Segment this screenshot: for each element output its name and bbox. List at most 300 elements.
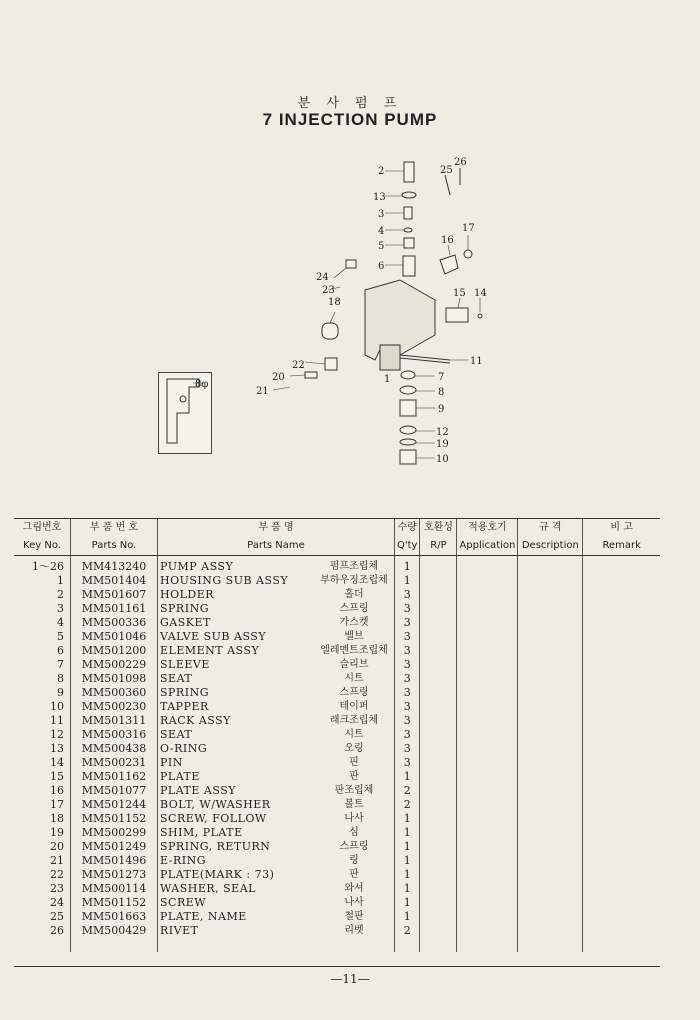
description-cell — [518, 644, 583, 658]
part-name-cell: SEAT — [158, 728, 315, 742]
rp-cell — [420, 588, 457, 602]
part-name-cell: E-RING — [158, 854, 315, 868]
detail-sketch — [159, 373, 211, 453]
remark-cell — [583, 770, 660, 784]
remark-cell — [583, 854, 660, 868]
empty-cell — [420, 938, 457, 952]
application-cell — [457, 784, 518, 798]
application-cell — [457, 770, 518, 784]
application-cell — [457, 574, 518, 588]
table-row — [14, 924, 660, 938]
part-number-cell: MM501152 — [71, 812, 158, 826]
description-cell — [518, 728, 583, 742]
rp-cell — [420, 630, 457, 644]
table-row — [14, 812, 660, 826]
callout-23: 23 — [322, 285, 335, 296]
rp-cell — [420, 784, 457, 798]
key-cell: 17 — [50, 798, 64, 811]
remark-cell — [583, 672, 660, 686]
application-cell — [457, 616, 518, 630]
part-number-cell: MM500230 — [71, 700, 158, 714]
key-cell: 4 — [57, 616, 64, 629]
description-cell — [518, 588, 583, 602]
part-number-cell: MM501273 — [71, 868, 158, 882]
callout-24: 24 — [316, 272, 329, 283]
quantity-cell: 3 — [395, 644, 420, 658]
part-number-cell: MM500360 — [71, 686, 158, 700]
description-cell — [518, 742, 583, 756]
application-cell — [457, 686, 518, 700]
part-number-cell: MM501098 — [71, 672, 158, 686]
remark-cell — [583, 644, 660, 658]
remark-cell — [583, 658, 660, 672]
part-name-korean-cell: 나사 — [344, 897, 364, 908]
description-cell — [518, 658, 583, 672]
part-name-korean-cell: 스프링 — [339, 687, 369, 698]
application-cell — [457, 602, 518, 616]
rp-cell — [420, 700, 457, 714]
key-cell: 22 — [50, 868, 64, 881]
callout-14: 14 — [474, 288, 487, 299]
part-name-cell: VALVE SUB ASSY — [158, 630, 315, 644]
application-cell — [457, 882, 518, 896]
part-number-cell: MM500316 — [71, 728, 158, 742]
description-cell — [518, 896, 583, 910]
callout-20: 20 — [272, 372, 285, 383]
quantity-cell: 1 — [395, 896, 420, 910]
part-name-korean-cell: 테이퍼 — [339, 701, 369, 712]
part-name-cell: PIN — [158, 756, 315, 770]
part-name-cell: PLATE(MARK : 73) — [158, 868, 315, 882]
header-remark: Remark — [583, 537, 660, 556]
rp-cell — [420, 812, 457, 826]
rp-cell — [420, 686, 457, 700]
remark-cell — [583, 896, 660, 910]
header-qty-ko: 수량 — [395, 519, 420, 538]
application-cell — [457, 742, 518, 756]
page-number: —11— — [330, 972, 370, 986]
key-cell: 12 — [50, 728, 64, 741]
part-number-cell: MM501162 — [71, 770, 158, 784]
quantity-cell: 1 — [395, 826, 420, 840]
part-name-cell: PUMP ASSY — [158, 556, 315, 575]
description-cell — [518, 756, 583, 770]
part-number-cell: MM501161 — [71, 602, 158, 616]
page-title: 7 INJECTION PUMP — [262, 110, 438, 129]
part-name-korean-cell: 시트 — [344, 729, 364, 740]
part-name-korean-cell: 래크조립체 — [329, 715, 379, 726]
header-app-ko: 적용호기 — [457, 519, 518, 538]
rp-cell — [420, 868, 457, 882]
key-cell: 7 — [57, 658, 64, 671]
parts-table-body — [14, 556, 660, 953]
callout-6: 6 — [378, 261, 385, 272]
header-key: Key No. — [14, 537, 71, 556]
description-cell — [518, 630, 583, 644]
quantity-cell: 1 — [395, 770, 420, 784]
application-cell — [457, 588, 518, 602]
quantity-cell: 3 — [395, 700, 420, 714]
part-number-cell: MM500336 — [71, 616, 158, 630]
remark-cell — [583, 700, 660, 714]
empty-cell — [14, 938, 71, 952]
empty-cell — [158, 938, 315, 952]
part-name-cell: SLEEVE — [158, 658, 315, 672]
part-name-cell: SPRING, RETURN — [158, 840, 315, 854]
callout-17: 17 — [462, 223, 475, 234]
part-name-korean-cell: 링 — [349, 855, 359, 866]
callout-18: 18 — [328, 297, 341, 308]
part-name-korean-cell: 부하우징조립체 — [320, 575, 388, 586]
bottom-rule — [14, 966, 660, 967]
callout-16: 16 — [441, 235, 454, 246]
description-cell — [518, 784, 583, 798]
part-name-cell: PLATE, NAME — [158, 910, 315, 924]
part-name-cell: O-RING — [158, 742, 315, 756]
rp-cell — [420, 882, 457, 896]
part-name-korean-cell: 시트 — [344, 673, 364, 684]
callout-11: 11 — [470, 356, 483, 367]
table-row — [14, 896, 660, 910]
part-number-cell: MM500438 — [71, 742, 158, 756]
part-name-cell: GASKET — [158, 616, 315, 630]
application-cell — [457, 840, 518, 854]
quantity-cell: 3 — [395, 616, 420, 630]
part-name-korean-cell: 심 — [349, 827, 359, 838]
part-name-cell: BOLT, W/WASHER — [158, 798, 315, 812]
application-cell — [457, 556, 518, 575]
part-name-cell: SCREW, FOLLOW — [158, 812, 315, 826]
remark-cell — [583, 798, 660, 812]
key-cell: 10 — [50, 700, 64, 713]
part-name-korean-cell: 슬리브 — [339, 659, 369, 670]
remark-cell — [583, 742, 660, 756]
description-cell — [518, 770, 583, 784]
description-cell — [518, 798, 583, 812]
table-row — [14, 574, 660, 588]
rp-cell — [420, 896, 457, 910]
quantity-cell: 3 — [395, 686, 420, 700]
empty-cell — [583, 938, 660, 952]
application-cell — [457, 826, 518, 840]
key-cell: 25 — [50, 910, 64, 923]
key-cell: 24 — [50, 896, 64, 909]
empty-cell — [518, 938, 583, 952]
header-desc-ko: 규 격 — [518, 519, 583, 538]
part-number-cell: MM501607 — [71, 588, 158, 602]
empty-cell — [71, 938, 158, 952]
callout-12: 12 — [436, 427, 449, 438]
key-cell: 5 — [57, 630, 64, 643]
callout-3: 3 — [378, 209, 385, 220]
remark-cell — [583, 882, 660, 896]
part-name-cell: SPRING — [158, 602, 315, 616]
empty-cell — [457, 938, 518, 952]
quantity-cell: 1 — [395, 854, 420, 868]
header-desc: Description — [518, 537, 583, 556]
part-name-cell: HOUSING SUB ASSY — [158, 574, 315, 588]
description-cell — [518, 672, 583, 686]
table-row — [14, 742, 660, 756]
application-cell — [457, 728, 518, 742]
application-cell — [457, 798, 518, 812]
rp-cell — [420, 556, 457, 575]
rp-cell — [420, 854, 457, 868]
remark-cell — [583, 868, 660, 882]
callout-1: 1 — [384, 374, 391, 385]
part-number-cell: MM501404 — [71, 574, 158, 588]
part-number-cell: MM413240 — [71, 556, 158, 575]
part-name-cell: SPRING — [158, 686, 315, 700]
callout-8: 8 — [438, 387, 445, 398]
table-row — [14, 658, 660, 672]
remark-cell — [583, 588, 660, 602]
header-key-ko: 그림번호 — [14, 519, 71, 538]
rp-cell — [420, 756, 457, 770]
description-cell — [518, 868, 583, 882]
detail-inset — [158, 372, 212, 454]
application-cell — [457, 658, 518, 672]
table-row — [14, 602, 660, 616]
key-cell: 21 — [50, 854, 64, 867]
header-part-ko: 부 품 번 호 — [71, 519, 158, 538]
part-number-cell: MM500114 — [71, 882, 158, 896]
inset-label: 8φ — [195, 379, 209, 390]
key-cell: 8 — [57, 672, 64, 685]
empty-cell — [395, 938, 420, 952]
table-row — [14, 630, 660, 644]
part-number-cell: MM501200 — [71, 644, 158, 658]
quantity-cell: 1 — [395, 556, 420, 575]
key-cell: 2 — [57, 588, 64, 601]
header-remark-ko: 비 고 — [583, 519, 660, 538]
rp-cell — [420, 616, 457, 630]
quantity-cell: 1 — [395, 882, 420, 896]
remark-cell — [583, 784, 660, 798]
table-row — [14, 854, 660, 868]
part-number-cell: MM500299 — [71, 826, 158, 840]
remark-cell — [583, 616, 660, 630]
quantity-cell: 1 — [395, 868, 420, 882]
key-cell: 23 — [50, 882, 64, 895]
remark-cell — [583, 630, 660, 644]
part-name-korean-cell: 와셔 — [344, 883, 364, 894]
table-row — [14, 770, 660, 784]
part-name-cell: PLATE ASSY — [158, 784, 315, 798]
rp-cell — [420, 602, 457, 616]
callout-22: 22 — [292, 360, 305, 371]
part-number-cell: MM501496 — [71, 854, 158, 868]
quantity-cell: 1 — [395, 910, 420, 924]
part-name-korean-cell: 핀 — [349, 757, 359, 768]
part-name-korean-cell: 가스켓 — [339, 617, 369, 628]
application-cell — [457, 672, 518, 686]
application-cell — [457, 630, 518, 644]
key-cell: 6 — [57, 644, 64, 657]
part-number-cell: MM501311 — [71, 714, 158, 728]
header-name: Parts Name — [158, 537, 395, 556]
rp-cell — [420, 658, 457, 672]
part-name-korean-cell: 펌프조립체 — [329, 561, 379, 572]
rp-cell — [420, 742, 457, 756]
application-cell — [457, 812, 518, 826]
header-row-korean — [14, 519, 660, 538]
callout-9: 9 — [438, 404, 445, 415]
header-row-english — [14, 537, 660, 556]
table-row — [14, 840, 660, 854]
key-cell: 3 — [57, 602, 64, 615]
rp-cell — [420, 672, 457, 686]
part-number-cell: MM500229 — [71, 658, 158, 672]
part-name-korean-cell: 판조립체 — [334, 785, 374, 796]
remark-cell — [583, 812, 660, 826]
remark-cell — [583, 840, 660, 854]
callout-10: 10 — [436, 454, 449, 465]
description-cell — [518, 616, 583, 630]
description-cell — [518, 910, 583, 924]
quantity-cell: 3 — [395, 756, 420, 770]
quantity-cell: 3 — [395, 714, 420, 728]
rp-cell — [420, 924, 457, 938]
quantity-cell: 3 — [395, 658, 420, 672]
remark-cell — [583, 756, 660, 770]
description-cell — [518, 924, 583, 938]
part-name-cell: SCREW — [158, 896, 315, 910]
remark-cell — [583, 602, 660, 616]
description-cell — [518, 882, 583, 896]
key-cell: 18 — [50, 812, 64, 825]
key-cell: 20 — [50, 840, 64, 853]
part-name-cell: WASHER, SEAL — [158, 882, 315, 896]
part-name-korean-cell: 스프링 — [339, 841, 369, 852]
quantity-cell: 3 — [395, 742, 420, 756]
remark-cell — [583, 728, 660, 742]
key-cell: 1～26 — [32, 560, 64, 573]
table-row — [14, 686, 660, 700]
application-cell — [457, 714, 518, 728]
part-name-korean-cell: 리벳 — [344, 925, 364, 936]
part-name-cell: RIVET — [158, 924, 315, 938]
description-cell — [518, 602, 583, 616]
remark-cell — [583, 714, 660, 728]
part-number-cell: MM501077 — [71, 784, 158, 798]
part-name-korean-cell: 판 — [349, 771, 359, 782]
table-row — [14, 784, 660, 798]
key-cell: 15 — [50, 770, 64, 783]
table-row — [14, 882, 660, 896]
remark-cell — [583, 910, 660, 924]
application-cell — [457, 896, 518, 910]
part-number-cell: MM501663 — [71, 910, 158, 924]
quantity-cell: 3 — [395, 602, 420, 616]
part-name-cell: TAPPER — [158, 700, 315, 714]
table-row — [14, 756, 660, 770]
part-name-korean-cell: 스프링 — [339, 603, 369, 614]
part-name-korean-cell: 볼트 — [344, 799, 364, 810]
part-name-korean-cell: 나사 — [344, 813, 364, 824]
callout-4: 4 — [378, 226, 385, 237]
rp-cell — [420, 798, 457, 812]
key-cell: 14 — [50, 756, 64, 769]
callout-26: 26 — [454, 157, 467, 168]
application-cell — [457, 756, 518, 770]
part-number-cell: MM501152 — [71, 896, 158, 910]
quantity-cell: 2 — [395, 798, 420, 812]
quantity-cell: 1 — [395, 574, 420, 588]
header-app: Application — [457, 537, 518, 556]
callout-15: 15 — [453, 288, 466, 299]
description-cell — [518, 826, 583, 840]
rp-cell — [420, 826, 457, 840]
remark-cell — [583, 924, 660, 938]
table-row — [14, 826, 660, 840]
part-number-cell: MM501249 — [71, 840, 158, 854]
quantity-cell: 3 — [395, 672, 420, 686]
description-cell — [518, 556, 583, 575]
part-name-cell: RACK ASSY — [158, 714, 315, 728]
application-cell — [457, 924, 518, 938]
part-name-cell: PLATE — [158, 770, 315, 784]
key-cell: 13 — [50, 742, 64, 755]
part-name-cell: ELEMENT ASSY — [158, 644, 315, 658]
part-name-korean-cell: 엘레멘트조립체 — [320, 645, 388, 656]
rp-cell — [420, 728, 457, 742]
remark-cell — [583, 686, 660, 700]
quantity-cell: 1 — [395, 812, 420, 826]
table-row — [14, 910, 660, 924]
empty-cell — [314, 938, 395, 952]
key-cell: 19 — [50, 826, 64, 839]
key-cell: 11 — [50, 714, 64, 727]
rp-cell — [420, 574, 457, 588]
description-cell — [518, 686, 583, 700]
description-cell — [518, 714, 583, 728]
description-cell — [518, 840, 583, 854]
rp-cell — [420, 714, 457, 728]
part-number-cell: MM501046 — [71, 630, 158, 644]
remark-cell — [583, 826, 660, 840]
rp-cell — [420, 770, 457, 784]
key-cell: 1 — [57, 574, 64, 587]
part-name-korean-cell: 밸브 — [344, 631, 364, 642]
callout-21: 21 — [256, 386, 269, 397]
part-name-cell: SHIM, PLATE — [158, 826, 315, 840]
page-title-korean: 분 사 펌 프 — [297, 96, 403, 111]
part-name-cell: HOLDER — [158, 588, 315, 602]
rp-cell — [420, 910, 457, 924]
header-rp: R/P — [420, 537, 457, 556]
table-row — [14, 616, 660, 630]
table-row — [14, 644, 660, 658]
table-row — [14, 798, 660, 812]
quantity-cell: 3 — [395, 728, 420, 742]
table-row-empty — [14, 938, 660, 952]
remark-cell — [583, 574, 660, 588]
callout-19: 19 — [436, 439, 449, 450]
application-cell — [457, 644, 518, 658]
callout-5: 5 — [378, 241, 385, 252]
application-cell — [457, 700, 518, 714]
quantity-cell: 3 — [395, 588, 420, 602]
table-row — [14, 556, 660, 575]
description-cell — [518, 700, 583, 714]
application-cell — [457, 910, 518, 924]
header-rp-ko: 호환성 — [420, 519, 457, 538]
header-part: Parts No. — [71, 537, 158, 556]
part-number-cell: MM500429 — [71, 924, 158, 938]
callout-2: 2 — [378, 166, 385, 177]
table-row — [14, 714, 660, 728]
